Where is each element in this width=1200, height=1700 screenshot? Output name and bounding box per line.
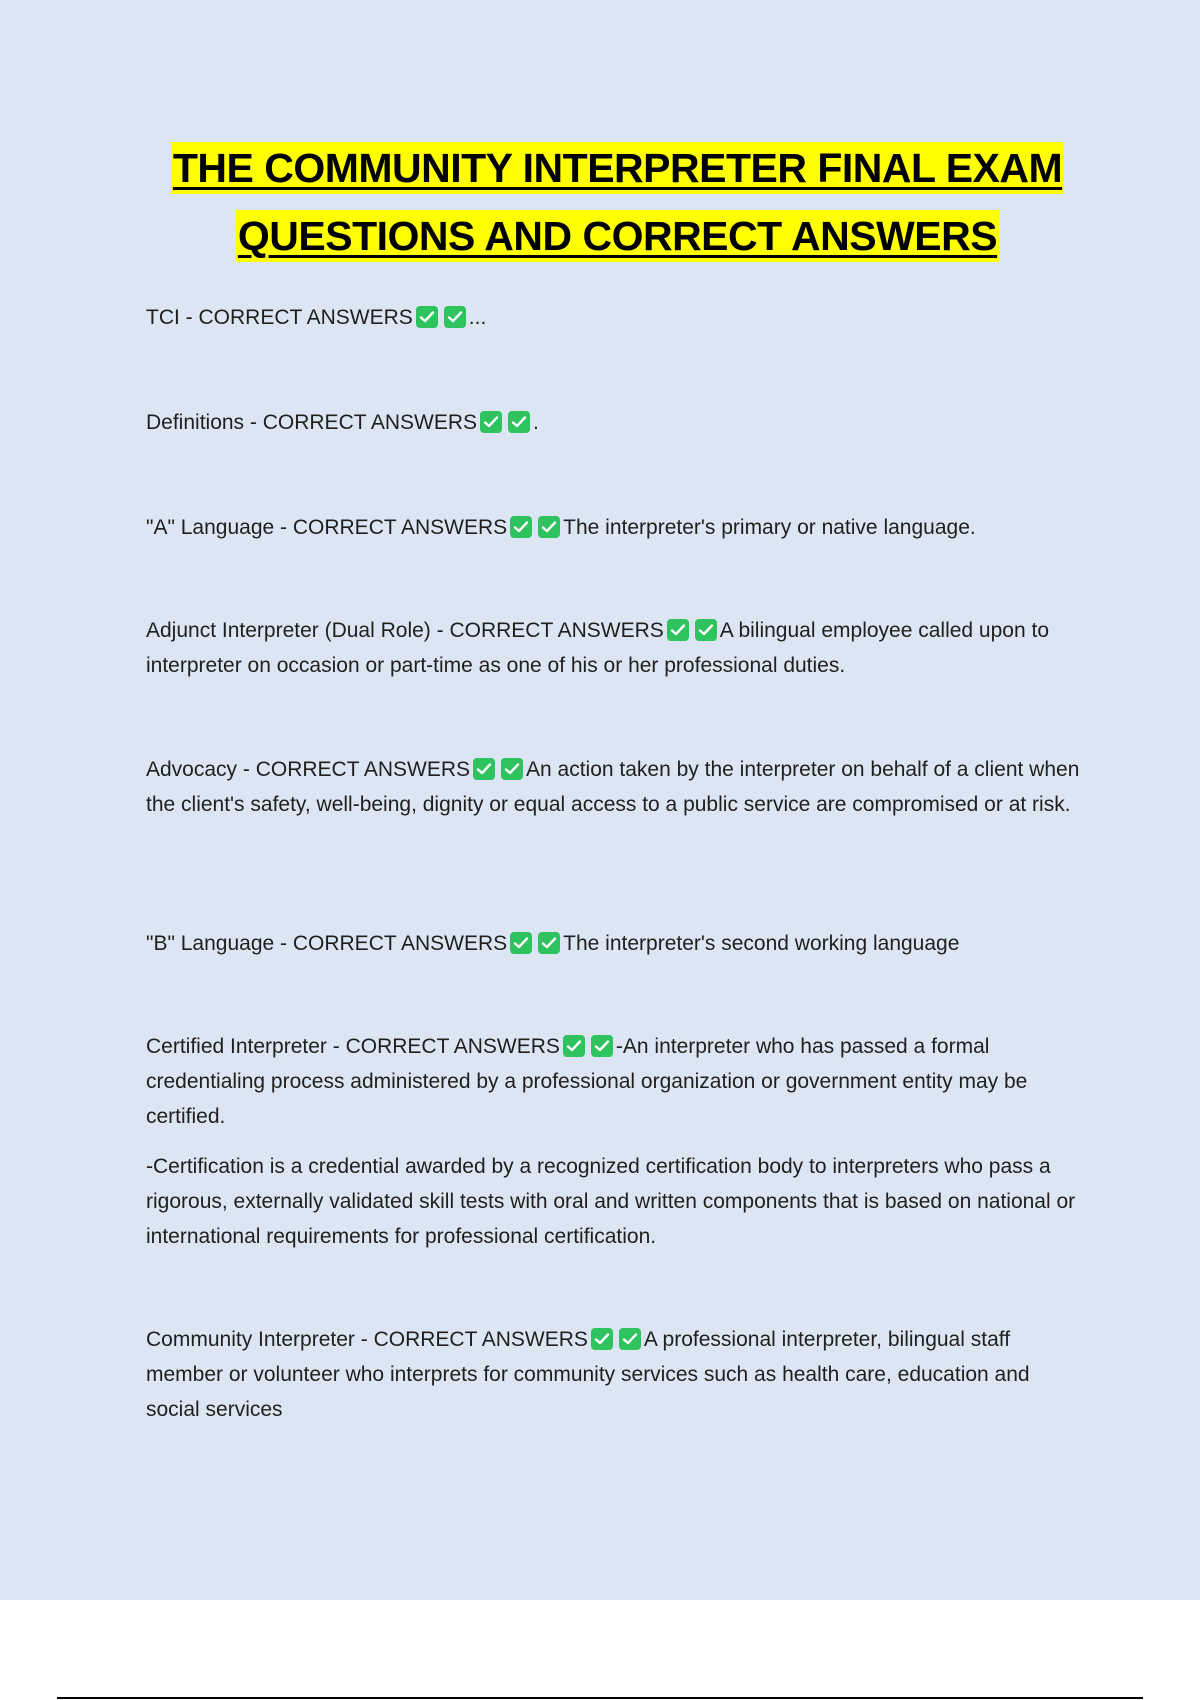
entry-term: "B" Language xyxy=(146,932,275,955)
entry-adjunct-interpreter xyxy=(146,613,1086,698)
entry-term: "A" Language xyxy=(146,516,275,539)
check-box-icon xyxy=(538,932,560,954)
entry-answer: An action taken by the interpreter on behalf of a client when the client's safety, well-being, dignity or equal access to a public service are compromised or at risk. xyxy=(146,758,1080,816)
check-box-icon xyxy=(538,516,560,538)
check-box-icon xyxy=(563,1035,585,1057)
check-box-icon xyxy=(591,1328,613,1350)
answer-marker: - CORRECT ANSWERS xyxy=(274,516,508,539)
title-line-2: QUESTIONS AND CORRECT ANSWERS xyxy=(236,210,999,262)
check-box-icon xyxy=(695,619,717,641)
check-box-icon xyxy=(480,411,502,433)
document-title xyxy=(0,142,1200,278)
entry-term: Community Interpreter xyxy=(146,1328,355,1351)
entry-b-language xyxy=(146,926,1086,976)
check-box-icon xyxy=(501,758,523,780)
entry-answer: A bilingual employee called upon to interpreter on occasion or part-time as one of his or her professional duties. xyxy=(146,619,1049,677)
entry-answer: A professional interpreter, bilingual staff member or volunteer who interprets for community services such as health care, education and social services xyxy=(146,1328,1030,1421)
entry-term: TCI xyxy=(146,306,180,329)
entry-answer-continued: -Certification is a credential awarded by a recognized certification body to interpreters who pass a rigorous, externally validated skill tests with oral and written components that is based on national or international requirements for professional certification. xyxy=(146,1155,1076,1248)
entry-term: Adjunct Interpreter (Dual Role) xyxy=(146,619,431,642)
check-box-icon xyxy=(444,306,466,328)
check-box-icon xyxy=(510,516,532,538)
entry-answer: . xyxy=(533,411,539,434)
title-line-1: THE COMMUNITY INTERPRETER FINAL EXAM xyxy=(171,142,1064,194)
entry-answer: ... xyxy=(468,306,487,329)
answer-marker: - CORRECT ANSWERS xyxy=(274,932,508,955)
entry-definitions xyxy=(146,405,1086,455)
check-box-icon xyxy=(591,1035,613,1057)
entry-answer: The interpreter's primary or native language. xyxy=(563,516,976,539)
entry-term: Advocacy xyxy=(146,758,238,781)
answer-marker: - CORRECT ANSWERS xyxy=(179,306,413,329)
entry-term: Certified Interpreter xyxy=(146,1035,327,1058)
check-box-icon xyxy=(416,306,438,328)
answer-marker: - CORRECT ANSWERS xyxy=(354,1328,588,1351)
entry-a-language xyxy=(146,510,1086,560)
entry-term: Definitions xyxy=(146,411,245,434)
answer-marker: - CORRECT ANSWERS xyxy=(326,1035,560,1058)
answer-marker: - CORRECT ANSWERS xyxy=(244,411,478,434)
check-box-icon xyxy=(510,932,532,954)
check-box-icon xyxy=(508,411,530,433)
footer-divider xyxy=(57,1697,1143,1699)
entry-tci xyxy=(146,300,1086,350)
check-box-icon xyxy=(473,758,495,780)
entry-answer: The interpreter's second working language xyxy=(563,932,960,955)
entry-community-interpreter xyxy=(146,1322,1086,1442)
answer-marker: - CORRECT ANSWERS xyxy=(430,619,664,642)
entry-certified-interpreter xyxy=(146,1029,1086,1269)
answer-marker: - CORRECT ANSWERS xyxy=(237,758,471,781)
check-box-icon xyxy=(667,619,689,641)
entry-answer: -An interpreter who has passed a formal credentialing process administered by a professional organization or government entity may be certified. xyxy=(146,1035,1028,1128)
entry-advocacy xyxy=(146,752,1086,837)
check-box-icon xyxy=(619,1328,641,1350)
